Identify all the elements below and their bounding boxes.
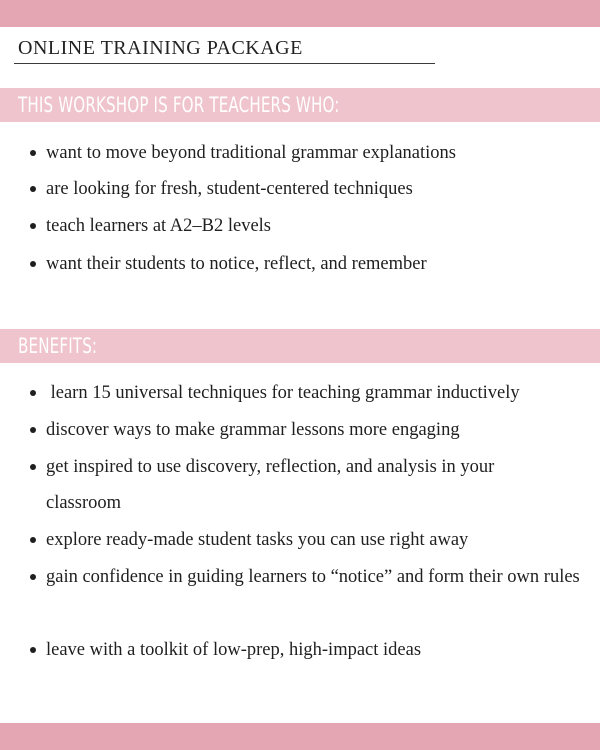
audience-heading: THIS WORKSHOP IS FOR TEACHERS WHO:	[18, 93, 340, 117]
benefit-list-item	[30, 632, 585, 668]
benefit-list-item	[30, 375, 585, 411]
audience-item-text: want their students to notice, reflect, and remember	[46, 254, 427, 274]
benefit-list-item	[30, 522, 585, 558]
audience-item-text: want to move beyond traditional grammar explanations	[46, 143, 456, 163]
bullet-icon	[30, 574, 36, 580]
benefit-list-item	[30, 449, 550, 521]
benefits-heading: BENEFITS:	[18, 334, 98, 358]
bullet-icon	[30, 150, 36, 156]
audience-list-item	[30, 208, 585, 244]
top-decorative-bar	[0, 0, 600, 27]
bullet-icon	[30, 261, 36, 267]
audience-list-item	[30, 135, 585, 171]
benefit-item-text: leave with a toolkit of low-prep, high-impact ideas	[46, 640, 422, 660]
audience-section-banner	[0, 88, 600, 122]
bottom-decorative-bar	[0, 723, 600, 750]
bullet-icon	[30, 390, 36, 396]
bullet-icon	[30, 537, 36, 543]
benefits-section-banner	[0, 329, 600, 363]
benefit-list-item	[30, 559, 595, 595]
bullet-icon	[30, 647, 36, 653]
benefit-item-text: learn 15 universal techniques for teaching grammar inductively	[46, 383, 520, 403]
bullet-icon	[30, 464, 36, 470]
benefit-item-text: gain confidence in guiding learners to “notice” and form their own rules	[46, 567, 580, 587]
bullet-icon	[30, 223, 36, 229]
benefit-item-text: discover ways to make grammar lessons more engaging	[46, 420, 460, 440]
audience-item-text: are looking for fresh, student-centered techniques	[46, 179, 413, 199]
audience-list-item	[30, 171, 585, 207]
audience-item-text: teach learners at A2–B2 levels	[46, 216, 271, 236]
bullet-icon	[30, 186, 36, 192]
benefit-item-text: explore ready-made student tasks you can use right away	[46, 530, 469, 550]
title-underline	[14, 63, 435, 64]
benefit-item-text: get inspired to use discovery, reflection, and analysis in your classroom	[46, 457, 495, 513]
audience-list-item	[30, 246, 585, 282]
bullet-icon	[30, 427, 36, 433]
benefit-list-item	[30, 412, 585, 448]
page-title: ONLINE TRAINING PACKAGE	[18, 37, 303, 59]
